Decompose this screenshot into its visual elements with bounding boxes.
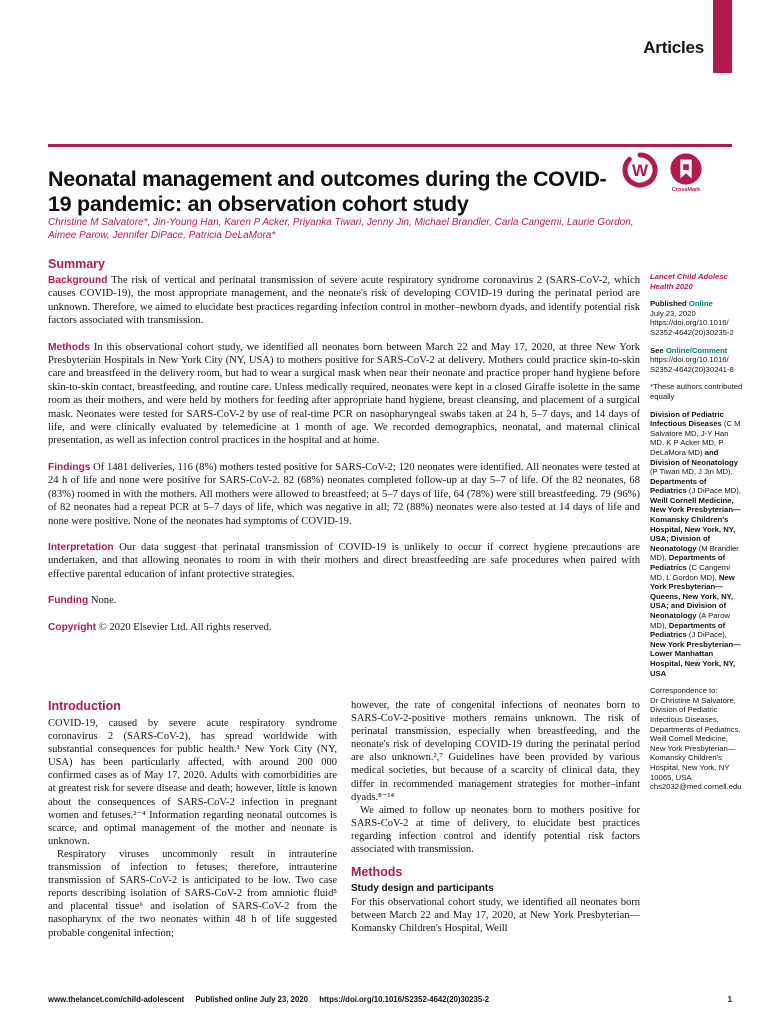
intro-paragraph-2a: Respiratory viruses uncommonly result in intrauterine transmission of infection to fetuses; therefore, intrauterine transmission of SARS-CoV-2 is anticipated to be low. Two case reports describing isolation of SARS-CoV-2 from amniotic fluid⁵ and placental tissue⁶ and isolation of SARS-CoV-2 from the nasopharynx of the two neonates within 48 h of life suggested probable congenital infection; <box>48 848 337 939</box>
published-online-link[interactable]: Online <box>688 299 713 309</box>
methods-paragraph-1: For this observational cohort study, we identified all neonates born between March 22 and May 17, 2020, at New York Presbyterian—Komansky Children's Hospital, Weill <box>351 897 640 935</box>
methods-heading: Methods <box>351 865 403 880</box>
summary-text-funding: None. <box>90 595 117 607</box>
summary-label-methods: Methods <box>48 341 90 353</box>
body-column-2 <box>351 699 640 940</box>
open-access-w-icon[interactable] <box>621 152 659 193</box>
summary-text-interpretation: Our data suggest that perinatal transmission of COVID-19 is unlikely to occur if correct hygiene precautions are undertaken, and that allowing neonates to room in with their mothers and direct breastfeeding are safe procedures when paired with effective parental education of infant protective strategies. <box>48 541 640 580</box>
published-online-block <box>650 299 744 337</box>
summary-interpretation <box>48 541 640 581</box>
journal-citation: Lancet Child Adolesc Health 2020 <box>650 272 728 291</box>
methods-subheading: Study design and participants <box>351 883 494 895</box>
see-online-comment-link[interactable]: Online/Comment <box>665 345 728 355</box>
article-title: Neonatal management and outcomes during the COVID-19 pandemic: an observation cohort study <box>48 167 607 217</box>
summary-label-copyright: Copyright <box>48 621 97 633</box>
crossmark-label: CrossMark <box>671 187 701 193</box>
footer-site-link[interactable]: www.thelancet.com/child-adolescent <box>48 995 185 1004</box>
correspondence-intro: Correspondence to: <box>650 686 718 696</box>
summary-methods <box>48 341 640 448</box>
doi-link-1[interactable]: https://doi.org/10.1016/ S2352-4642(20)30235-2 <box>650 318 734 337</box>
see-word: See <box>650 345 664 355</box>
correspondence-block <box>650 686 744 792</box>
summary-findings <box>48 461 640 528</box>
summary-text-findings: Of 1481 deliveries, 116 (8%) mothers tested positive for SARS-CoV-2; 120 neonates were identified. All neonates were tested at 24 h of life and none were positive for SARS-CoV-2. 82 (68%) neonates completed follow-up at day 5–7 of life. Of the 82 neonates, 68 (83%) roomed in with the mothers. All mothers were allowed to breastfeed; at 5–7 days of life, 64 (78%) were still breastfeeding. 79 (96%) of 82 neonates had a repeat PCR at 5–7 days of life, which was negative in all; 72 (88%) neonates were also tested at 14 days of life and none were positive. None of the neonates had symptoms of COVID-19. <box>48 461 640 527</box>
summary-label-background: Background <box>48 275 108 286</box>
doi-link-2[interactable]: https://doi.org/10.1016/ S2352-4642(20)30241-8 <box>650 355 734 374</box>
summary-text-methods: In this observational cohort study, we identified all neonates born between March 22 and May 17, 2020, at three New York Presbyterian Hospitals in New York City (NY, USA) to mothers positive for SARS-CoV-2 at delivery. Mothers could practice skin-to-skin care and breastfeed in the delivery room, but had to wear a surgical mask when near their neonate and practice proper hand hygiene before skin-to-skin contact, breastfeeding, and routine care. Unless medically required, neonates were kept in a closed Giraffe isolette in the same room as their mothers, and were held by mothers for feeding after appropriate hand hygiene, breast cleansing, and placement of a surgical mask. Neonates were tested for SARS-CoV-2 by use of real-time PCR on nasopharyngeal swabs taken at 24 h, 5–7 days, and 14 days of life, and were clinically evaluated by telemedicine at 1 month of age. We recorded demographics, neonatal, and maternal clinical presentation, as well as infection control practices in the hospital and at home. <box>48 341 640 447</box>
body-columns <box>48 699 640 940</box>
page-footer <box>48 995 732 1004</box>
footer-published: Published online July 23, 2020 <box>195 995 309 1004</box>
summary-label-findings: Findings <box>48 461 91 473</box>
intro-paragraph-3: We aimed to follow up neonates born to mothers positive for SARS-CoV-2 at time of delivery, to elucidate best practices regarding infection control and identify potential risk factors associated with transmission. <box>351 804 640 856</box>
footer-doi-link[interactable]: https://doi.org/10.1016/S2352-4642(20)30235-2 <box>319 995 490 1004</box>
intro-paragraph-2b: however, the rate of congenital infections of neonates born to SARS-CoV-2-positive mothers remains unknown. The risk of perinatal transmission, especially when breastfeeding, and the neonate's risk of developing COVID-19 during the perinatal period are also unknown.²,⁷ Guidelines have been provided by various medical societies, but because of a scarcity of clinical data, they differ in recommended management strategies for mother–infant dyads.⁸⁻¹⁴ <box>351 700 640 803</box>
page-number: 1 <box>727 995 732 1004</box>
svg-text:W: W <box>631 161 649 180</box>
title-icons <box>621 152 705 193</box>
summary-section <box>48 257 640 647</box>
published-date: July 23, 2020 <box>650 308 696 318</box>
summary-heading: Summary <box>48 257 105 271</box>
crossmark-icon[interactable] <box>667 152 705 193</box>
author-list: Christine M Salvatore*, Jin-Young Han, Karen P Acker, Priyanka Tiwari, Jenny Jin, Michael Brandler, Carla Cangemi, Laurie Gordon, Aimee Parow, Jennifer DiPace, Patricia DeLaMora* <box>48 217 634 241</box>
summary-label-interpretation: Interpretation <box>48 541 114 553</box>
see-comment-block <box>650 346 744 375</box>
correspondence-email-link[interactable]: chs2032@med.cornell.edu <box>650 782 742 792</box>
body-column-1 <box>48 699 337 940</box>
summary-text-background: The risk of vertical and perinatal transmission of severe acute respiratory syndrome coronavirus 2 (SARS-CoV-2, which causes COVID-19), the most appropriate management, and the neonate's risk of developing COVID-19 during the perinatal period are unknown. Therefore, we aimed to elucidate best practices regarding infection control in mother–newborn dyads, and identify potential risk factors associated with transmission. <box>48 275 640 327</box>
summary-background <box>48 274 640 328</box>
affiliations: Division of Pediatric Infectious Diseases (C M Salvatore MD, J-Y Han MD, K P Acker MD, P DeLaMora MD) and Division of Neonatology (P Tiwari MD, J Jin MD), Departments of Pediatrics (J DiPace MD), Weill Cornell Medicine, New York Presbyterian—Komansky Children's Hospital, New York, NY, USA; Division of Neonatology (M Brandler MD), Departments of Pediatrics (C Cangemi MD, L Gordon MD), New York Presbyterian—Queens, New York, NY, USA; and Division of Neonatology (A Parow MD), Departments of Pediatrics (J DiPace), New York Presbyterian—Lower Manhattan Hospital, New York, NY, USA <box>650 409 741 678</box>
correspondence-address: Dr Christine M Salvatore, Division of Pediatric Infectious Diseases, Departments of Pediatrics, Weill Cornell Medicine, New York Presbyterian—Komansky Children's Hospital, New York, NY 10065, USA <box>650 695 741 782</box>
section-kicker: Articles <box>643 38 704 57</box>
summary-funding <box>48 594 640 607</box>
articles-corner-bar <box>713 0 732 73</box>
equal-contribution-note: *These authors contributed equally <box>650 382 743 401</box>
intro-paragraph-1: COVID-19, caused by severe acute respiratory syndrome coronavirus 2 (SARS-CoV-2), has spread worldwide with substantial consequences for public health.¹ New York City (NY, USA) has been particularly affected, with around 200 000 confirmed cases as of May 17, 2020. Adults with comorbidities are at greatest risk for severe disease and death; however, little is known about the consequences of SARS-CoV-2 infection in pregnant women and fetuses.²⁻⁴ Information regarding neonatal outcomes is scarce, and optimal management of the mother and neonate is unknown. <box>48 718 337 847</box>
published-word: Published <box>650 299 687 309</box>
summary-label-funding: Funding <box>48 595 89 607</box>
introduction-heading: Introduction <box>48 699 121 713</box>
summary-copyright <box>48 621 640 634</box>
summary-text-copyright: © 2020 Elsevier Ltd. All rights reserved. <box>98 621 272 633</box>
header-rule <box>48 144 732 147</box>
footer-left <box>48 995 489 1004</box>
margin-column <box>650 272 744 800</box>
